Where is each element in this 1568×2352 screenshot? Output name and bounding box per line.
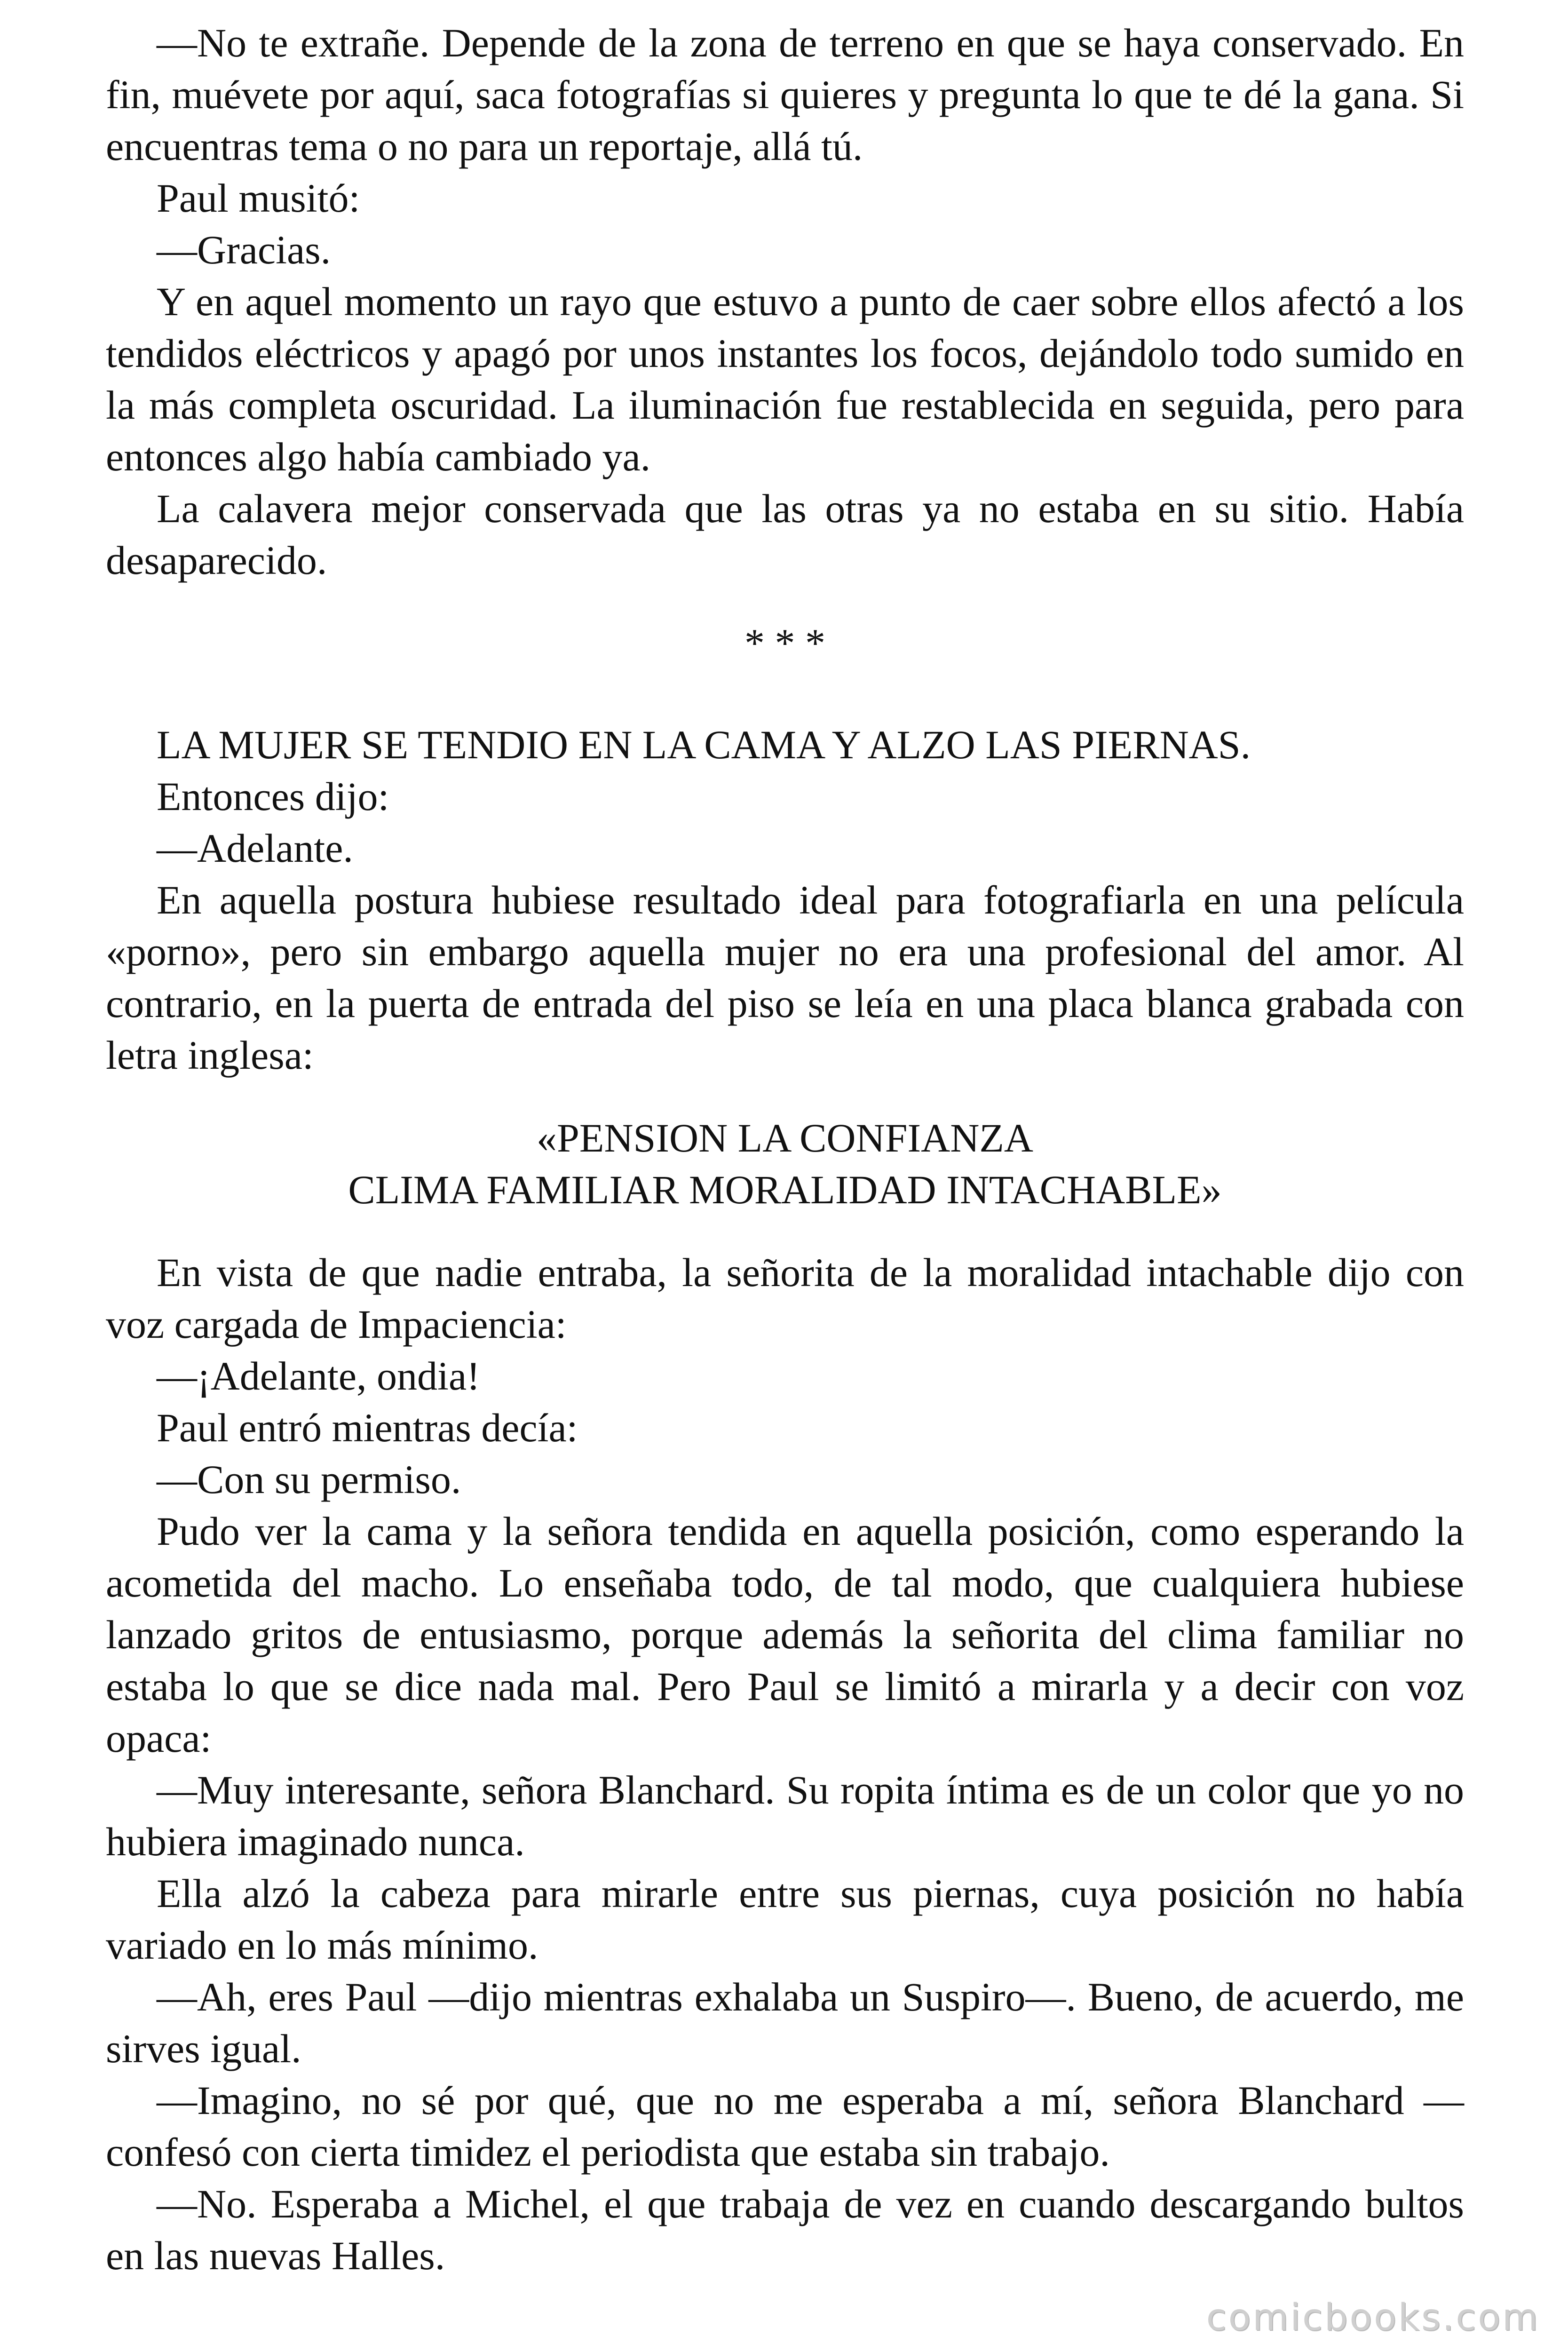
paragraph: Ella alzó la cabeza para mirarle entre sus piernas, cuya posición no había variado en lo más mínimo. xyxy=(106,1871,1464,1968)
paragraph: —Con su permiso. xyxy=(157,1457,461,1502)
paragraph: Paul entró mientras decía: xyxy=(157,1405,578,1450)
paragraph: Entonces dijo: xyxy=(157,774,389,819)
paragraph: —Gracias. xyxy=(157,227,331,272)
paragraph: En aquella postura hubiese resultado ideal para fotografiarla en una película «porno», pero sin embargo aquella mujer no era una profesional del amor. Al contrario, en la puerta de entrada del piso se leía en una placa blanca grabada con letra inglesa: xyxy=(106,877,1464,1078)
paragraph: —¡Adelante, ondia! xyxy=(157,1353,480,1398)
paragraph: —No. Esperaba a Michel, el que trabaja de vez en cuando descargando bultos en las nuevas Halles. xyxy=(106,2181,1464,2278)
paragraph: —Ah, eres Paul —dijo mientras exhalaba un Suspiro—. Bueno, de acuerdo, me sirves igual. xyxy=(106,1974,1464,2071)
plaque-line-2: CLIMA FAMILIAR MORALIDAD INTACHABLE» xyxy=(348,1167,1222,1212)
paragraph: —Adelante. xyxy=(157,826,353,871)
paragraph: Pudo ver la cama y la señora tendida en aquella posición, como esperando la acometida del macho. Lo enseñaba todo, de tal modo, que cualquiera hubiese lanzado gritos de entusiasmo, porque además la señorita del clima familiar no estaba lo que se dice nada mal. Pero Paul se limitó a mirarla y a decir con voz opaca: xyxy=(106,1509,1464,1761)
site-watermark: comicbooks.com xyxy=(1206,2296,1540,2339)
paragraph: Y en aquel momento un rayo que estuvo a punto de caer sobre ellos afectó a los tendidos eléctricos y apagó por unos instantes los focos, dejándolo todo sumido en la más completa oscuridad. La iluminación fue restablecida en seguida, pero para entonces algo había cambiado ya. xyxy=(106,279,1464,479)
paragraph: —No te extrañe. Depende de la zona de terreno en que se haya conservado. En fin, muévete por aquí, saca fotografías si quieres y pregunta lo que te dé la gana. Si encuentras tema o no para un reportaje, allá tú. xyxy=(106,20,1464,169)
paragraph: La calavera mejor conservada que las otras ya no estaba en su sitio. Había desaparecido. xyxy=(106,486,1464,583)
scene-break-separator: * * * xyxy=(744,620,825,666)
paragraph: —Imagino, no sé por qué, que no me esperaba a mí, señora Blanchard — confesó con cierta timidez el periodista que estaba sin trabajo. xyxy=(106,2078,1464,2175)
page-body-text xyxy=(106,17,1464,2281)
paragraph: —Muy interesante, señora Blanchard. Su ropita íntima es de un color que yo no hubiera imaginado nunca. xyxy=(106,1767,1464,1864)
chapter-opening-line: LA MUJER SE TENDIO EN LA CAMA Y ALZO LAS PIERNAS. xyxy=(157,722,1251,767)
plaque-text xyxy=(106,1112,1464,1216)
paragraph: En vista de que nadie entraba, la señorita de la moralidad intachable dijo con voz cargada de Impaciencia: xyxy=(106,1250,1464,1347)
plaque-line-1: «PENSION LA CONFIANZA xyxy=(537,1115,1033,1160)
paragraph: Paul musitó: xyxy=(157,175,360,221)
